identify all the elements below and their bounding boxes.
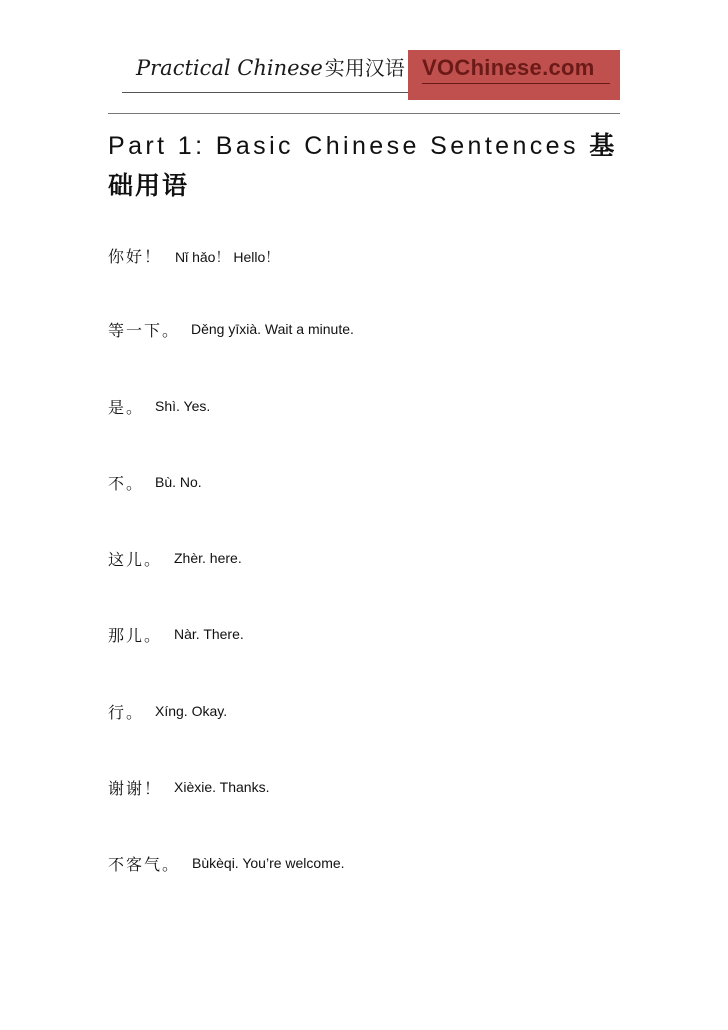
header-title-latin: Practical Chinese — [136, 56, 323, 80]
section-heading — [108, 126, 628, 206]
phrase-translation: Zhèr. here. — [174, 550, 242, 566]
phrase-chinese: 不。 — [108, 474, 145, 493]
phrase-translation: Shì. Yes. — [155, 398, 211, 414]
brand-underline — [422, 83, 610, 84]
phrase-translation: Nàr. There. — [174, 626, 244, 642]
phrase-chinese: 你好！ — [108, 247, 163, 266]
phrase-translation: Xièxie. Thanks. — [174, 779, 270, 795]
page-header — [108, 48, 620, 102]
phrase-translation: Bù. No. — [155, 474, 202, 490]
brand-box — [408, 50, 620, 100]
phrase-translation: Xíng. Okay. — [155, 703, 228, 719]
section-heading-chinese: 基础用语 — [108, 131, 617, 200]
phrase-translation: Bùkèqi. You’re welcome. — [192, 855, 345, 871]
phrase-chinese: 行。 — [108, 703, 145, 722]
phrase-chinese: 谢谢！ — [108, 779, 163, 798]
header-underline — [122, 92, 408, 93]
phrase-chinese: 是。 — [108, 398, 145, 417]
phrase-translation: Děng yīxià. Wait a minute. — [191, 321, 354, 337]
phrase-chinese: 那儿。 — [108, 626, 163, 645]
phrase-chinese: 这儿。 — [108, 550, 163, 569]
phrase-chinese: 等一下。 — [108, 321, 181, 340]
header-title — [136, 52, 405, 81]
phrase-chinese: 不客气。 — [108, 855, 181, 874]
phrase-translation: Nǐ hǎo！ Hello！ — [175, 249, 280, 265]
header-title-chinese: 实用汉语 — [324, 56, 405, 80]
header-divider — [108, 113, 620, 114]
section-heading-latin: Part 1: Basic Chinese Sentences — [108, 132, 579, 160]
brand-logo: VOChinese.com — [422, 55, 595, 80]
